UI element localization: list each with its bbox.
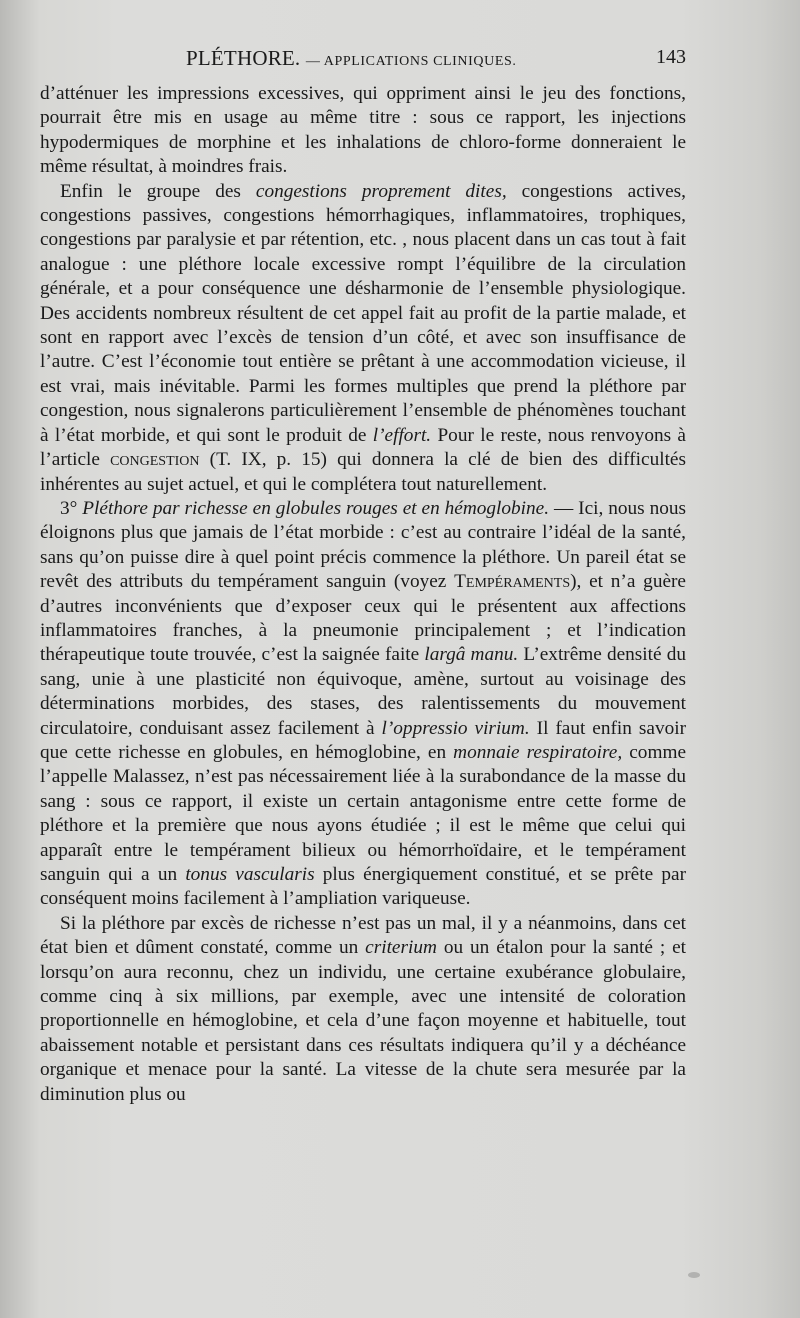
paragraph-4 — [40, 912, 686, 1107]
emphasis-text: largâ manu. — [424, 644, 519, 666]
emphasis-text: l’effort. — [372, 424, 432, 446]
paragraph-3-text: ), et n’a guère d’autres inconvénients que d’exposer ceux qui le présentent aux affections inflammatoires franches, à la pneumonie principalement ; et l’indication thérapeutique toute trouvée, c’est la saignée faite — [40, 571, 686, 666]
paragraph-3-text: plus énergiquement constitué, et se prête par conséquent moins facilement à l’ampliation variqueuse. — [40, 864, 686, 910]
paragraph-1-text: d’atténuer les impressions excessives, qui oppriment ainsi le jeu des — [40, 83, 601, 104]
cross-reference: congestion — [110, 449, 200, 471]
paragraph-2-text: (T. IX, p. 15) qui donnera la clé de bien des difficultés inhérentes au sujet actuel, et qui le complétera tout naturellement. — [40, 449, 686, 495]
paragraph-2-text: Pour le reste, nous renvoyons à l’article — [40, 424, 686, 471]
paper-stain — [688, 1272, 700, 1278]
emphasis-text: congestions proprement dites, — [255, 180, 507, 202]
paragraph-4-text: Si la pléthore par excès de richesse n’est pas un mal, il y a néanmoins, dans cet état bien et dûment constaté, comme un — [40, 912, 686, 959]
paragraph-2-text: congestions actives, congestions passives, congestions hémorrhagiques, inflammatoires, trophiques, congestions par paralysie et par rétention, etc. , nous placent dans un cas tout à fait analogue : une pléthore locale excessive rompt l’équilibre de la circulation générale, et a pour conséquence une désharmonie de l’ensemble physiologique. Des accidents nombreux résultent de cet appel fait au profit de la partie malade, et sont en rapport avec l’excès de tension d’un côté, et avec son insuffisance de l’autre. C’est l’économie tout entière se prêtant à une accommodation vicieuse, il est vrai, mais inévitable. Parmi les formes multiples que prend la pléthore par congestion, nous signalerons particulièrement l’ensemble de phénomènes touchant à l’état morbide, et qui sont le produit de — [40, 180, 686, 446]
body-text — [40, 82, 686, 1107]
paragraph-1-text: les injections hypodermiques de morphine et les inhalations de chloro- — [40, 107, 686, 153]
emphasis-text: l’oppressio virium. — [381, 717, 530, 739]
paragraph-3 — [40, 497, 686, 912]
paragraph-2 — [40, 180, 686, 497]
emphasis-text: criterium — [365, 937, 437, 959]
page-header — [40, 46, 686, 76]
paragraph-1 — [40, 82, 686, 180]
cross-reference: Tempéraments — [454, 571, 571, 593]
paragraph-3-text: 3° — [60, 497, 83, 519]
emphasis-text: tonus vascularis — [185, 864, 315, 885]
paragraph-4-text: ou un étalon pour la santé ; et lorsqu’on aura reconnu, chez un individu, une certaine exubérance globulaire, comme cinq à six millions, par exemple, avec une intensité de coloration proportionnelle en hémoglobine, et cela d’une façon moyenne et habituelle, tout abaissement notable et persistant dans ces résultats indiquera qu’il y a déchéance organique et menace pour la santé. La vitesse de la chute sera mesurée par la diminution plus ou — [40, 937, 686, 1105]
running-title — [186, 46, 516, 71]
paragraph-1-text: forme donneraient le même résultat, à moindres frais. — [40, 131, 686, 178]
running-title-sub: — APPLICATIONS CLINIQUES. — [305, 54, 517, 69]
paragraph-3-text: Il faut enfin savoir que cette richesse en globules, en hémoglobine, en — [40, 717, 686, 763]
paragraph-3-text: comme l’appelle Malassez, n’est pas nécessairement liée à la surabondance de la masse du sang : sous ce rapport, il existe un certain antagonisme entre cette forme de pléthore et la première que nous ayons étudiée ; il est le même que celui qui apparaît entre le tempérament bilieux ou hémorrhoïdaire, et le tempérament sanguin qui a un — [40, 741, 686, 885]
paragraph-1-text: fonctions, pourrait être mis en usage au même titre : sous ce rapport, — [40, 83, 686, 129]
emphasis-text: monnaie respiratoire, — [453, 741, 623, 763]
page-number: 143 — [656, 46, 686, 68]
paragraph-3-text: — Ici, nous nous éloignons plus que jamais de l’état morbide : c’est au contraire l’idéal de la santé, sans qu’on puisse dire à quel point précis commence la pléthore. Un pareil état se revêt des attributs du tempérament sanguin (voyez — [40, 497, 687, 593]
paragraph-2-text: Enfin le groupe des — [60, 180, 256, 202]
section-heading: Pléthore par richesse en globules rouges et en hémoglobine. — [82, 497, 550, 519]
running-title-main: PLÉTHORE. — [186, 46, 301, 70]
paragraph-3-text: L’extrême densité du sang, unie à une plasticité non équivoque, amène, surtout au voisinage des déterminations morbides, des stases, des ralentissements du mouvement circulatoire, conduisant assez facilement à — [40, 644, 686, 739]
